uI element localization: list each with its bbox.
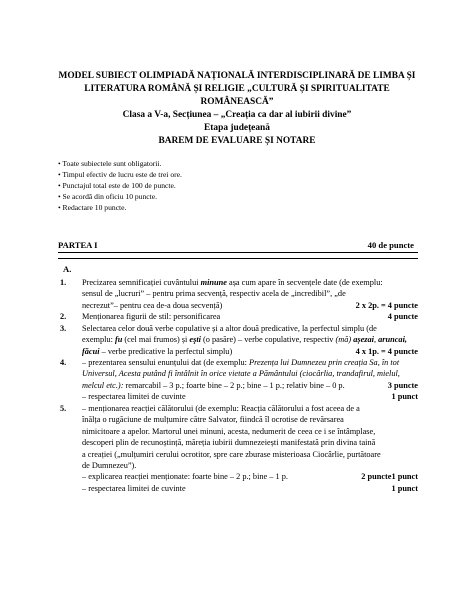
section-label: A.: [63, 264, 72, 274]
item-line: înălța o rugăciune de mulțumire către Salvator, fiindcă îl ocrotise de revărsarea: [82, 415, 344, 425]
item-line: Selectarea celor două verbe copulative și a altor două predicative, la perfectul simplu (de: [82, 324, 377, 333]
item-line: făcui – verbe predicative la perfectul simplu) 4 x 1p. = 4 puncte: [82, 346, 418, 356]
item-number: 1.: [60, 278, 67, 287]
item-line: – explicarea reacției menționate: foarte bine – 2 p.; bine – 1 p. 2 puncte: [82, 472, 392, 482]
item-number: 3.: [60, 324, 67, 333]
item-score: 2 puncte: [361, 472, 392, 482]
item-score: 1 punct: [391, 472, 418, 482]
item-3: [60, 323, 418, 357]
item-line: Universul, Acesta putând fi întâlnit în orice vietate a Pământului (ciocârlia, trandafirul, mielul,: [82, 369, 400, 379]
document-header: [40, 70, 434, 148]
item-line: – respectarea limitei de cuvinte 1 punct: [82, 483, 418, 493]
part-points: 40 de puncte: [367, 240, 414, 250]
item-4: [60, 357, 418, 403]
instruction-item: • Toate subiectele sunt obligatorii.: [58, 159, 162, 168]
item-score: 3 puncte: [387, 380, 418, 390]
item-line: de Dumnezeu”).: [82, 461, 137, 471]
item-line: nimicitoare a apelor. Martorul unei minuni, acesta, nedumerit de ceea ce i se întâmplase,: [82, 426, 376, 436]
item-score: 4 x 1p. = 4 puncte: [355, 346, 418, 356]
item-5: [60, 403, 418, 494]
item-line: melcul etc.): remarcabil – 3 p.; foarte bine – 2 p.; bine – 1 p.; relativ bine – 0 p. 3 puncte: [82, 380, 418, 390]
item-line: necrezut”– pentru cea de-a doua secvență) 2 x 2p. = 4 puncte: [82, 300, 418, 310]
header-stage: Etapa județeană: [204, 123, 270, 133]
item-line: Menționarea figurii de stil: personificarea 4 puncte: [82, 312, 418, 321]
item-number: 5.: [60, 404, 67, 413]
instruction-item: • Se acordă din oficiu 10 puncte.: [58, 192, 158, 201]
item-line: sensul de „lucruri” – pentru prima secvență, respectiv acela de „incredibil”, „de: [82, 289, 346, 299]
item-line: descoperi plin de recunoștință, măreția iubirii dumnezeiești manifestată prin divina taină: [82, 438, 376, 448]
item-score: 2 x 2p. = 4 puncte: [355, 300, 418, 310]
item-1: [60, 277, 418, 311]
part-title: PARTEA I: [58, 240, 98, 250]
item-line: – respectarea limitei de cuvinte 1 punct: [82, 392, 418, 402]
part-divider-bottom: [58, 258, 418, 259]
item-number: 4.: [60, 358, 67, 367]
header-barem: BAREM DE EVALUARE ȘI NOTARE: [158, 136, 316, 146]
instruction-item: • Punctajul total este de 100 de puncte.: [58, 181, 176, 190]
item-score: 1 punct: [391, 392, 418, 402]
item-score: 4 puncte: [387, 312, 418, 321]
header-class: Clasa a V-a, Secțiunea – „Creația ca dar al iubirii divine”: [122, 110, 352, 120]
item-score: 1 punct: [391, 483, 418, 493]
header-title-2: LITERATURA ROMÂNĂ ȘI RELIGIE „CULTURĂ ȘI SPIRITUALITATE: [84, 84, 390, 94]
instruction-item: • Redactare 10 puncte.: [58, 203, 127, 212]
instructions-list: [58, 158, 182, 213]
item-line: Precizarea semnificației cuvântului minune așa cum apare în secvențele date (de exemplu:: [82, 278, 383, 287]
part-divider-top: [58, 252, 418, 253]
item-line: a creației („mulțumiri cerului ocrotitor, spre care zburase misterioasa Ciocârlie, purtătoare: [82, 449, 381, 459]
item-line: – prezentarea sensului enunțului dat (de exemplu: Prezența lui Dumnezeu prin creația Sa, în tot: [82, 358, 400, 367]
header-title-3: ROMÂNEASCĂ”: [200, 97, 274, 107]
item-line: – menționarea reacției călătorului (de exemplu: Reacția călătorului a fost aceea de a: [82, 404, 360, 413]
part-heading: [58, 240, 414, 250]
item-number: 2.: [60, 312, 67, 321]
instruction-item: • Timpul efectiv de lucru este de trei ore.: [58, 170, 182, 179]
header-title-1: MODEL SUBIECT OLIMPIADĂ NAȚIONALĂ INTERDISCIPLINARĂ DE LIMBA ȘI: [58, 71, 416, 81]
item-2: [60, 311, 418, 322]
item-line: exemplu: fu (cel mai frumos) și eşti (o pasăre) – verbe copulative, respectiv (mă) așezai, aruncai,: [82, 335, 407, 345]
